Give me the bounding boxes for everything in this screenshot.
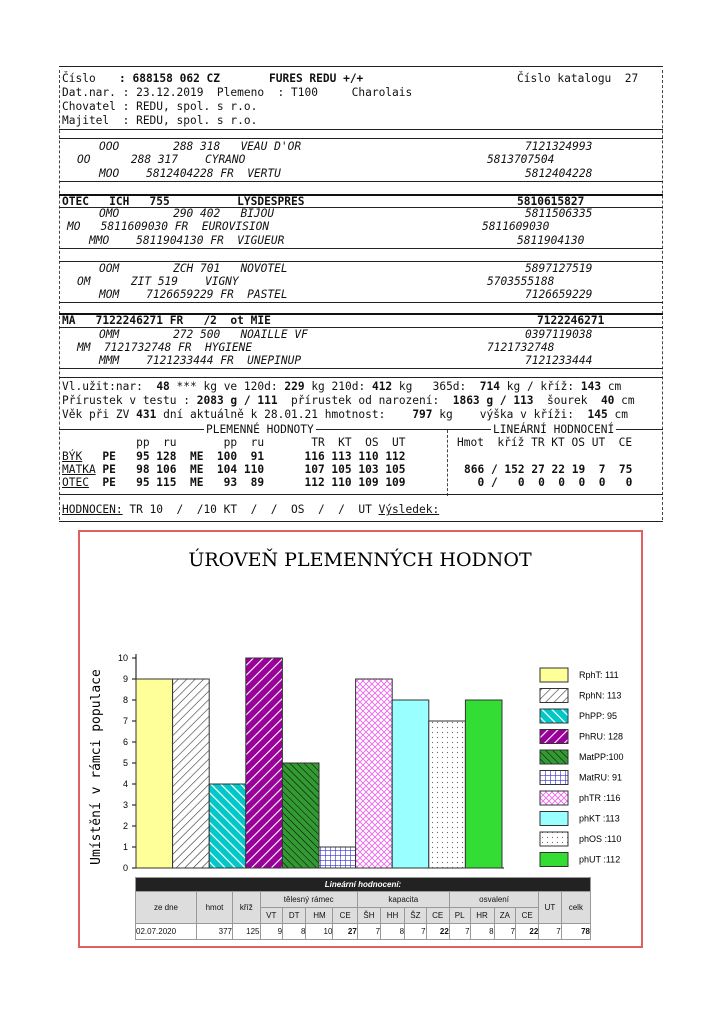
pedigree-otec: OTEC ICH 755 LYSDESPRES bbox=[62, 195, 305, 208]
linear-cell: 02.07.2020 bbox=[136, 924, 197, 940]
cislo-value: : 688158 062 CZ bbox=[119, 72, 221, 85]
legend-swatch bbox=[540, 853, 568, 867]
legend-label: phUT :112 bbox=[579, 854, 621, 865]
lin-row-otec: 0 / 0 0 0 0 0 0 bbox=[464, 476, 633, 489]
y-tick-label: 4 bbox=[122, 779, 128, 789]
bar-phos bbox=[429, 721, 466, 868]
y-tick-label: 1 bbox=[122, 842, 128, 852]
pedigree-ooo: OOO 288 318 VEAU D'OR bbox=[99, 140, 302, 153]
col-hmot-header: hmot bbox=[197, 892, 233, 924]
linear-cell: 7 bbox=[357, 924, 380, 940]
legend-swatch bbox=[540, 689, 568, 703]
linear-cell: 7 bbox=[449, 924, 470, 940]
breeder-line: Chovatel : REDU, spol. s r.o. bbox=[62, 100, 258, 113]
owner-line: Majitel : REDU, spol. s r.o. bbox=[62, 114, 258, 127]
bar-matpp bbox=[282, 763, 319, 868]
linear-cell: 22 bbox=[426, 924, 449, 940]
pedigree-oom: OOM ZCH 701 NOVOTEL bbox=[99, 262, 288, 275]
linear-subheader: CE bbox=[516, 908, 539, 924]
animal-name: FURES REDU +/+ bbox=[269, 72, 364, 85]
ph-section-title: PLEMENNÉ HODNOTY bbox=[206, 423, 314, 436]
col-ut-header: UT bbox=[539, 892, 561, 924]
pedigree-mom: MOM 7126659229 FR PASTEL bbox=[99, 288, 288, 301]
pedigree-mo: MO 5811609030 FR EUROVISION bbox=[67, 220, 270, 233]
y-tick-label: 8 bbox=[122, 695, 128, 705]
pedigree-otec-number: 5810615827 bbox=[517, 195, 585, 208]
linear-subheader: HH bbox=[381, 908, 405, 924]
pedigree-omo: OMO 290 402 BIJOU bbox=[99, 207, 275, 220]
legend-swatch bbox=[540, 668, 568, 682]
col-date-header: ze dne bbox=[136, 892, 197, 924]
linear-cell: 8 bbox=[470, 924, 494, 940]
linear-cell: 9 bbox=[260, 924, 283, 940]
legend-swatch bbox=[540, 730, 568, 744]
linear-cell: 7 bbox=[539, 924, 561, 940]
linear-cell: 78 bbox=[561, 924, 590, 940]
ph-row-otec: OTEC PE 95 115 ME 93 89 112 110 109 109 bbox=[62, 476, 406, 489]
perf-line-3: Věk při ZV 431 dní aktuálně k 28.01.21 hmotnost: 797 kg výška v kříži: 145 cm bbox=[62, 408, 628, 421]
linear-cell: 22 bbox=[516, 924, 539, 940]
y-tick-label: 6 bbox=[122, 737, 128, 747]
lin-column-header: Hmot kříž TR KT OS UT CE bbox=[457, 436, 633, 449]
linear-subheader: PL bbox=[449, 908, 470, 924]
linear-cell: 8 bbox=[283, 924, 306, 940]
pedigree-mo-number: 5811609030 bbox=[482, 220, 550, 233]
bar-phkt bbox=[392, 700, 429, 868]
pedigree-oo-number: 5813707504 bbox=[487, 153, 555, 166]
pedigree-moo: MOO 5812404228 FR VERTU bbox=[99, 167, 281, 180]
pedigree-mmo-number: 5811904130 bbox=[517, 234, 585, 247]
pedigree-ooo-number: 7121324993 bbox=[525, 140, 593, 153]
chart-title: ÚROVEŇ PLEMENNÝCH HODNOT bbox=[188, 549, 532, 571]
linear-cell: 8 bbox=[381, 924, 405, 940]
linear-subheader: HM bbox=[306, 908, 333, 924]
y-tick-label: 10 bbox=[117, 653, 128, 663]
birth-date-line: Dat.nar. : 23.12.2019 Plemeno : T100 Charolais bbox=[62, 86, 413, 99]
chart-y-axis-label: Umístění v rámci populace bbox=[89, 669, 104, 865]
pedigree-mmo: MMO 5811904130 FR VIGUEUR bbox=[89, 234, 285, 247]
lin-section-title: LINEÁRNÍ HODNOCENÍ bbox=[493, 423, 615, 436]
pedigree-om: OM ZIT 519 VIGNY bbox=[77, 275, 239, 288]
linear-subheader: ŠH bbox=[357, 908, 380, 924]
group-kapacita-header: kapacita bbox=[357, 892, 449, 908]
pedigree-ma: MA 7122246271 FR /2 ot MIE bbox=[62, 314, 271, 327]
linear-subheader: CE bbox=[426, 908, 449, 924]
legend-swatch bbox=[540, 812, 568, 826]
pedigree-om-number: 5703555188 bbox=[487, 275, 555, 288]
y-tick-label: 3 bbox=[122, 800, 128, 810]
ph-row-matka: MATKA PE 98 106 ME 104 110 107 105 103 105 bbox=[62, 463, 406, 476]
linear-cell: 10 bbox=[306, 924, 333, 940]
y-tick-label: 7 bbox=[122, 716, 128, 726]
linear-subheader: DT bbox=[283, 908, 306, 924]
pedigree-omm: OMM 272 500 NOAILLE VF bbox=[99, 328, 308, 341]
legend-label: phOS :110 bbox=[579, 834, 622, 844]
hodnocen-line: HODNOCEN: TR 10 / /10 KT / / OS / / UT Výsledek: bbox=[62, 503, 440, 516]
perf-line-1: Vl.užit:nar: 48 *** kg ve 120d: 229 kg 210d: 412 kg 365d: 714 kg / kříž: 143 cm bbox=[62, 380, 622, 393]
bar-phru bbox=[246, 658, 283, 868]
pedigree-mm: MM 7121732748 FR HYGIENE bbox=[77, 341, 253, 354]
pedigree-oo: OO 288 317 CYRANO bbox=[77, 153, 246, 166]
linear-cell: 7 bbox=[494, 924, 516, 940]
linear-cell: 125 bbox=[233, 924, 261, 940]
legend-label: PhPP: 95 bbox=[579, 711, 618, 721]
ph-column-header: pp ru pp ru TR KT OS UT bbox=[62, 436, 406, 449]
group-osvaleni-header: osvalení bbox=[449, 892, 538, 908]
lin-row-matka: 866 / 152 27 22 19 7 75 bbox=[464, 463, 633, 476]
bar-matru bbox=[319, 847, 356, 868]
linear-cell: 27 bbox=[333, 924, 357, 940]
pedigree-mom-number: 7126659229 bbox=[525, 288, 593, 301]
legend-label: MatRU: 91 bbox=[579, 772, 623, 783]
pedigree-omm-number: 0397119038 bbox=[525, 328, 593, 341]
linear-subheader: CE bbox=[333, 908, 357, 924]
pedigree-omo-number: 5811506335 bbox=[525, 207, 593, 220]
legend-label: MatPP:100 bbox=[579, 752, 624, 762]
legend-swatch bbox=[540, 771, 568, 785]
linear-subheader: VT bbox=[260, 908, 283, 924]
legend-swatch bbox=[540, 709, 568, 723]
legend-label: PhRU: 128 bbox=[579, 731, 624, 742]
pedigree-mmm: MMM 7121233444 FR UNEPINUP bbox=[99, 354, 302, 367]
linear-subheader: ŠZ bbox=[405, 908, 427, 924]
legend-swatch bbox=[540, 750, 568, 764]
bar-phpp bbox=[209, 784, 246, 868]
col-kriz-header: kříž bbox=[233, 892, 261, 924]
perf-line-2: Přírustek v testu : 2083 g / 111 přírustek od narození: 1863 g / 113 šourek 40 cm bbox=[62, 394, 635, 407]
legend-label: phKT :113 bbox=[579, 813, 620, 824]
pedigree-mm-number: 7121732748 bbox=[487, 341, 555, 354]
pedigree-ma-number: 7122246271 bbox=[537, 314, 605, 327]
cislo-label: Číslo bbox=[62, 72, 96, 85]
bar-phut bbox=[465, 700, 502, 868]
bar-rpht bbox=[136, 679, 173, 868]
linear-subheader: ZA bbox=[494, 908, 516, 924]
linear-cell: 377 bbox=[197, 924, 233, 940]
legend-swatch bbox=[540, 832, 568, 846]
linear-subheader: HR bbox=[470, 908, 494, 924]
linear-table-title: Lineární hodnocení: bbox=[136, 878, 591, 892]
pedigree-oom-number: 5897127519 bbox=[525, 262, 593, 275]
linear-cell: 7 bbox=[405, 924, 427, 940]
y-tick-label: 0 bbox=[122, 863, 128, 873]
col-celk-header: celk bbox=[561, 892, 590, 924]
y-tick-label: 2 bbox=[122, 821, 128, 831]
y-tick-label: 5 bbox=[122, 758, 128, 768]
legend-label: RphN: 113 bbox=[579, 690, 622, 701]
legend-label: RphT: 111 bbox=[579, 670, 619, 680]
group-telesny-header: tělesný rámec bbox=[260, 892, 357, 908]
legend-swatch bbox=[540, 791, 568, 805]
ph-row-byk: BÝK PE 95 128 ME 100 91 116 113 110 112 bbox=[62, 450, 406, 463]
legend-label: phTR :116 bbox=[579, 793, 621, 803]
bar-phtr bbox=[356, 679, 393, 868]
linear-evaluation-table bbox=[135, 877, 591, 940]
pedigree-mmm-number: 7121233444 bbox=[525, 354, 593, 367]
pedigree-moo-number: 5812404228 bbox=[525, 167, 593, 180]
catalog-number: Číslo katalogu 27 bbox=[517, 72, 639, 85]
bar-rphn bbox=[173, 679, 210, 868]
y-tick-label: 9 bbox=[122, 674, 128, 684]
